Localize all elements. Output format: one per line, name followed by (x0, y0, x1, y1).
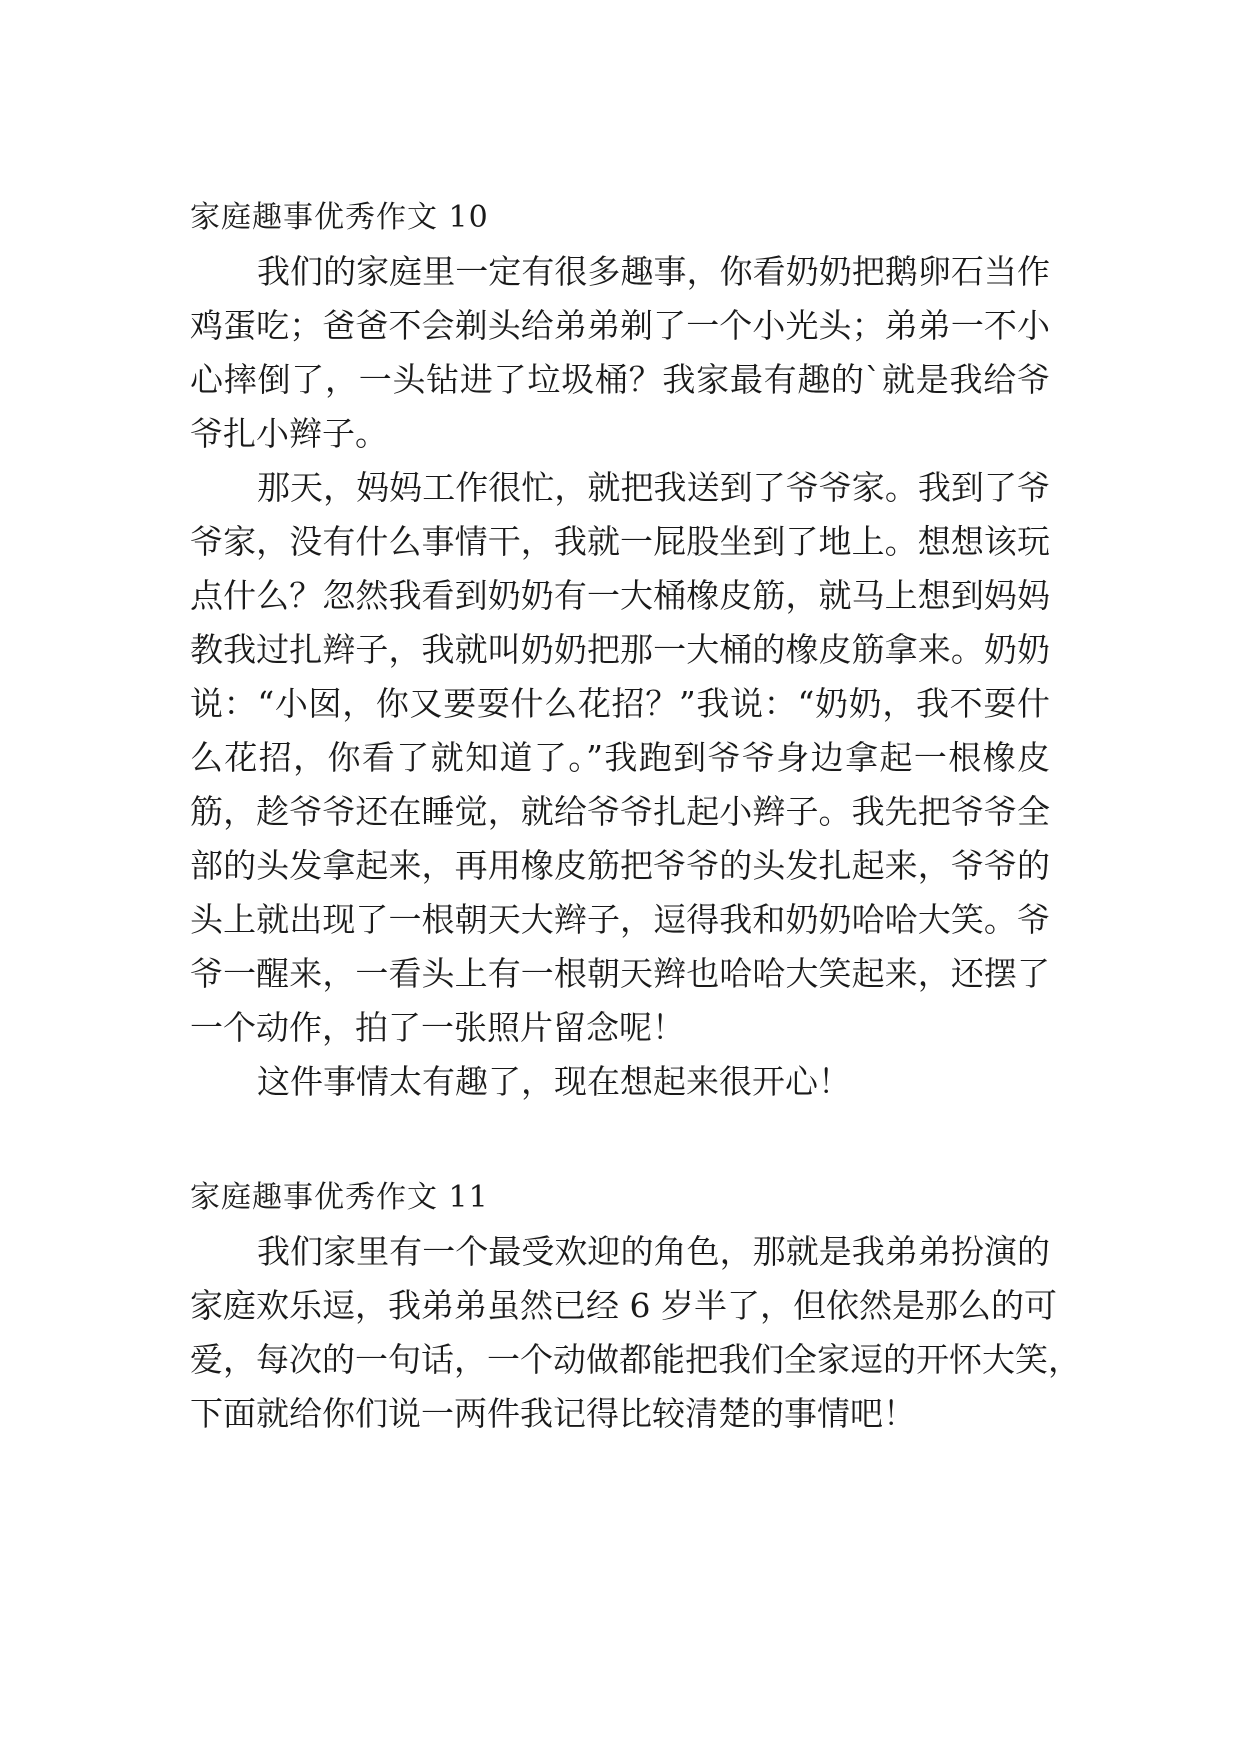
paragraph-line: 鸡蛋吃；爸爸不会剃头给弟弟剃了一个小光头；弟弟一不小 (190, 306, 1050, 345)
paragraph-line: 筋，趁爷爷还在睡觉，就给爷爷扎起小辫子。我先把爷爷全 (190, 792, 1050, 831)
paragraph-line: 部的头发拿起来，再用橡皮筋把爷爷的头发扎起来，爷爷的 (190, 846, 1050, 885)
paragraph-line: 一个动作，拍了一张照片留念呢！ (190, 1008, 685, 1047)
paragraph-line: 说：“小囡，你又要耍什么花招？”我说：“奶奶，我不耍什 (190, 684, 1050, 723)
paragraph-line: 么花招，你看了就知道了。”我跑到爷爷身边拿起一根橡皮 (190, 738, 1050, 777)
paragraph-line: 家庭欢乐逗，我弟弟虽然已经 6 岁半了，但依然是那么的可 (190, 1286, 1057, 1325)
paragraph-line: 我们的家庭里一定有很多趣事，你看奶奶把鹅卵石当作 (257, 252, 1050, 291)
paragraph-line: 爷扎小辫子。 (190, 414, 388, 453)
paragraph-line: 爱，每次的一句话，一个动做都能把我们全家逗的开怀大笑， (190, 1340, 1081, 1379)
paragraph-line: 那天，妈妈工作很忙，就把我送到了爷爷家。我到了爷 (257, 468, 1050, 507)
paragraph-line: 下面就给你们说一两件我记得比较清楚的事情吧！ (190, 1394, 916, 1433)
paragraph-line: 爷一醒来，一看头上有一根朝天辫也哈哈大笑起来，还摆了 (190, 954, 1050, 993)
paragraph-line: 我们家里有一个最受欢迎的角色，那就是我弟弟扮演的 (257, 1232, 1050, 1271)
paragraph-line: 爷家，没有什么事情干，我就一屁股坐到了地上。想想该玩 (190, 522, 1050, 561)
section-title: 家庭趣事优秀作文 10 (190, 200, 489, 235)
paragraph-line: 教我过扎辫子，我就叫奶奶把那一大桶的橡皮筋拿来。奶奶 (190, 630, 1050, 669)
section-title: 家庭趣事优秀作文 11 (190, 1180, 489, 1215)
paragraph-line: 这件事情太有趣了，现在想起来很开心！ (257, 1062, 851, 1101)
paragraph-line: 心摔倒了，一头钻进了垃圾桶？我家最有趣的`就是我给爷 (190, 360, 1050, 399)
paragraph-line: 点什么？忽然我看到奶奶有一大桶橡皮筋，就马上想到妈妈 (190, 576, 1050, 615)
paragraph-line: 头上就出现了一根朝天大辫子，逗得我和奶奶哈哈大笑。爷 (190, 900, 1050, 939)
